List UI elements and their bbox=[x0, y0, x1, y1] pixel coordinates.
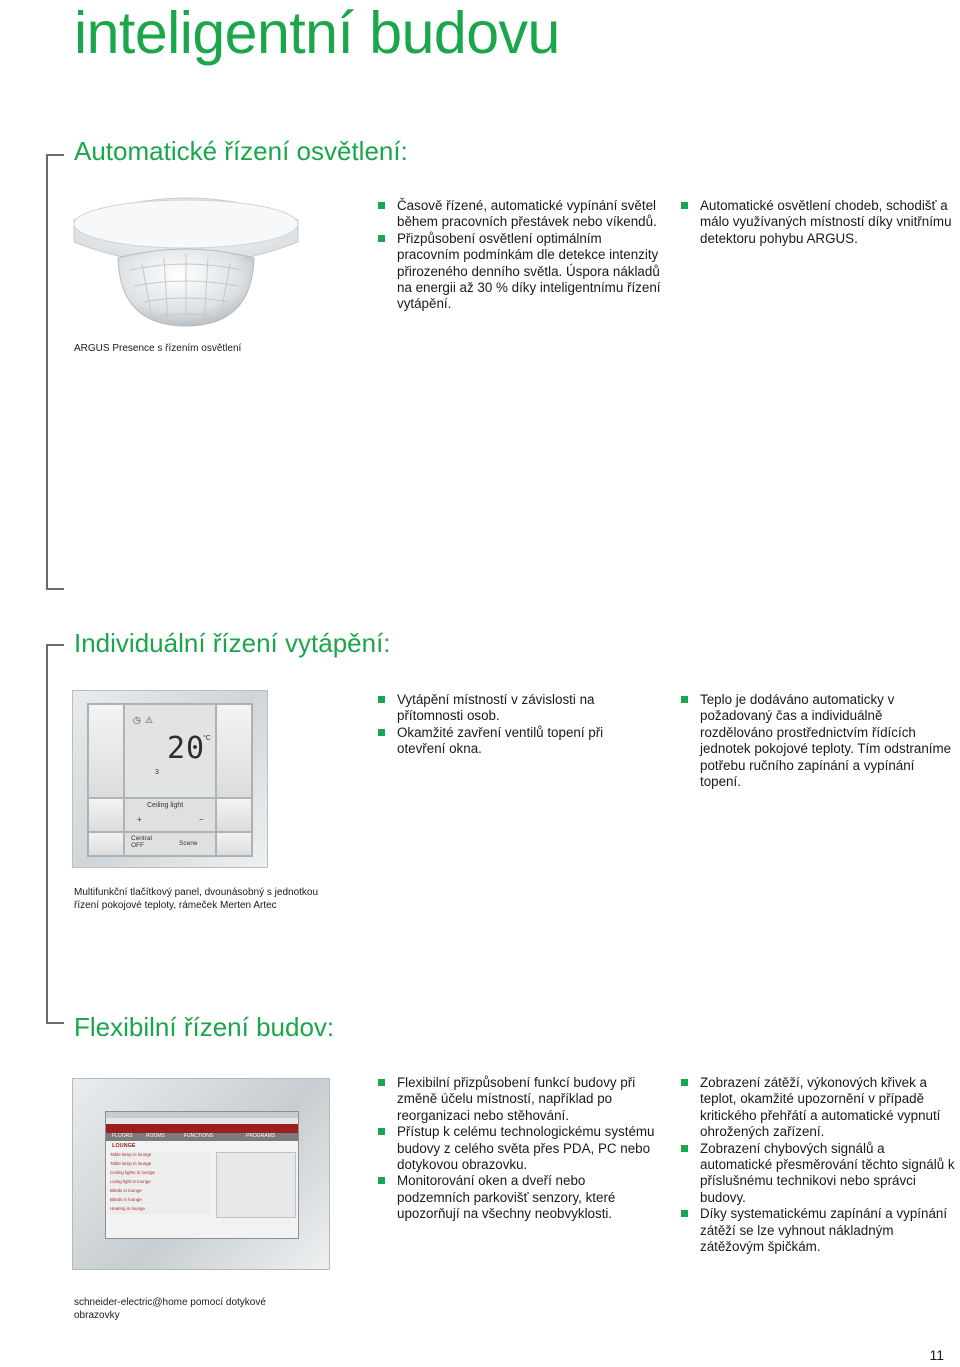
bullet-item: Monitorování oken a dveří nebo podzemních parkovišť senzory, které upozorňují na všechny neobvyklosti. bbox=[376, 1173, 656, 1222]
bullet-item: Okamžité zavření ventilů topení při otevření okna. bbox=[376, 725, 636, 758]
tab-rooms: ROOMS bbox=[146, 1133, 165, 1139]
panel-button bbox=[216, 704, 252, 798]
section-rule-top bbox=[46, 644, 64, 646]
bullets-heating-left bbox=[376, 692, 636, 758]
bullet-item: Časově řízené, automatické vypínání světel během pracovních přestávek nebo víkendů. bbox=[376, 198, 666, 231]
screen-control-area bbox=[216, 1152, 296, 1218]
bullet-item: Díky systematickému zapínání a vypínání zátěží se lze vyhnout nákladným zátěžovým špičkám. bbox=[679, 1206, 957, 1255]
section-rule-bottom bbox=[46, 1022, 64, 1024]
panel-central bbox=[124, 832, 216, 856]
bullet-item: Flexibilní přizpůsobení funkcí budovy při změně účelu místností, například po reorganizaci nebo stěhování. bbox=[376, 1075, 656, 1124]
section-rule-top bbox=[46, 154, 64, 156]
panel-button bbox=[216, 832, 252, 856]
bullet-item: Automatické osvětlení chodeb, schodišť a málo využívaných místností díky vnitřnímu detektoru pohybu ARGUS. bbox=[679, 198, 954, 247]
section-rule-bottom bbox=[46, 588, 64, 590]
list-item: Table lamp in lounge bbox=[110, 1161, 210, 1169]
panel-number: 3 bbox=[155, 769, 159, 776]
screen-tabs bbox=[106, 1133, 299, 1141]
caption-panel: Multifunkční tlačítkový panel, dvounásobný s jednotkou řízení pokojové teploty, rámeček Merten Artec bbox=[74, 887, 319, 911]
touchscreen-display bbox=[105, 1111, 299, 1239]
clock-icon: ◷ bbox=[133, 715, 141, 725]
list-item: Living light in lounge bbox=[110, 1179, 210, 1187]
bullet-item: Vytápění místností v závislosti na přítomnosti osob. bbox=[376, 692, 636, 725]
section-rule-vertical bbox=[46, 154, 48, 590]
section-heading-lighting: Automatické řízení osvětlení: bbox=[74, 136, 408, 166]
list-item: Blinds in lounge bbox=[110, 1188, 210, 1196]
page-title: inteligentní budovu bbox=[74, 0, 560, 66]
control-panel-image bbox=[72, 690, 268, 868]
minus-symbol: − bbox=[199, 815, 204, 824]
room-label: LOUNGE bbox=[112, 1143, 136, 1149]
ceiling-light-label: Ceiling light bbox=[147, 802, 184, 809]
list-item: Table lamp in lounge bbox=[110, 1152, 210, 1160]
temperature-value: 20 bbox=[167, 731, 206, 766]
panel-button bbox=[216, 798, 252, 832]
bullet-item: Zobrazení chybových signálů a automatické přesměrování těchto signálů k příslušnému technikovi nebo správci budovy. bbox=[679, 1141, 957, 1207]
screen-item-list bbox=[110, 1152, 210, 1214]
bullet-item: Přizpůsobení osvětlení optimálním pracovním podmínkám dle detekce intenzity přirozeného denního světla. Úspora nákladů na energii až 30 % díky inteligentnímu řízení vytápění. bbox=[376, 231, 666, 313]
argus-sensor-image bbox=[68, 180, 304, 328]
screen-header bbox=[106, 1124, 299, 1133]
caption-screen: schneider-electric@home pomocí dotykové obrazovky bbox=[74, 1297, 266, 1321]
list-item: Blinds in lounge bbox=[110, 1197, 210, 1205]
bullets-heating-right bbox=[679, 692, 957, 790]
tab-functions: FUNCTIONS bbox=[184, 1133, 214, 1139]
scene-label: Scene bbox=[179, 840, 198, 847]
bullets-building-left bbox=[376, 1075, 656, 1223]
panel-inner bbox=[87, 703, 253, 857]
tab-floors: FLOORS bbox=[112, 1133, 133, 1139]
caption-sensor: ARGUS Presence s řízením osvětlení bbox=[74, 343, 242, 354]
panel-button bbox=[88, 798, 124, 832]
bullet-item: Teplo je dodáváno automaticky v požadovaný čas a individuálně rozdělováno prostřednictvím řídících jednotek pokojové teploty. Tím odstraníme potřebu ručního zapínání a vypínání topení. bbox=[679, 692, 957, 790]
section-heading-building: Flexibilní řízení budov: bbox=[74, 1012, 335, 1042]
panel-button bbox=[88, 832, 124, 856]
touchscreen-image bbox=[72, 1078, 330, 1270]
page-number: 11 bbox=[929, 1347, 944, 1363]
panel-ceiling-light bbox=[124, 798, 216, 832]
bullet-item: Přístup k celému technologickému systému budovy z celého světa přes PDA, PC nebo dotykovou obrazovku. bbox=[376, 1124, 656, 1173]
bullet-item: Zobrazení zátěží, výkonových křivek a teplot, okamžité upozornění v případě kritického přehřátí a automatické vypnutí ohrožených zařízení. bbox=[679, 1075, 957, 1141]
bullets-building-right bbox=[679, 1075, 957, 1255]
temperature-unit: °C bbox=[203, 735, 211, 742]
section-rule-vertical bbox=[46, 644, 48, 1024]
plus-symbol: + bbox=[137, 815, 142, 824]
list-item: Heating in lounge bbox=[110, 1206, 210, 1214]
list-item: Ceiling lights in lounge bbox=[110, 1170, 210, 1178]
bullets-lighting-left bbox=[376, 198, 666, 313]
section-heading-heating: Individuální řízení vytápění: bbox=[74, 628, 391, 658]
warning-icon: ⚠ bbox=[145, 715, 154, 725]
tab-programs: PROGRAMS bbox=[246, 1133, 276, 1139]
panel-display bbox=[124, 704, 216, 798]
bullets-lighting-right bbox=[679, 198, 954, 247]
panel-button bbox=[88, 704, 124, 798]
central-off-label: Central OFF bbox=[131, 835, 152, 849]
